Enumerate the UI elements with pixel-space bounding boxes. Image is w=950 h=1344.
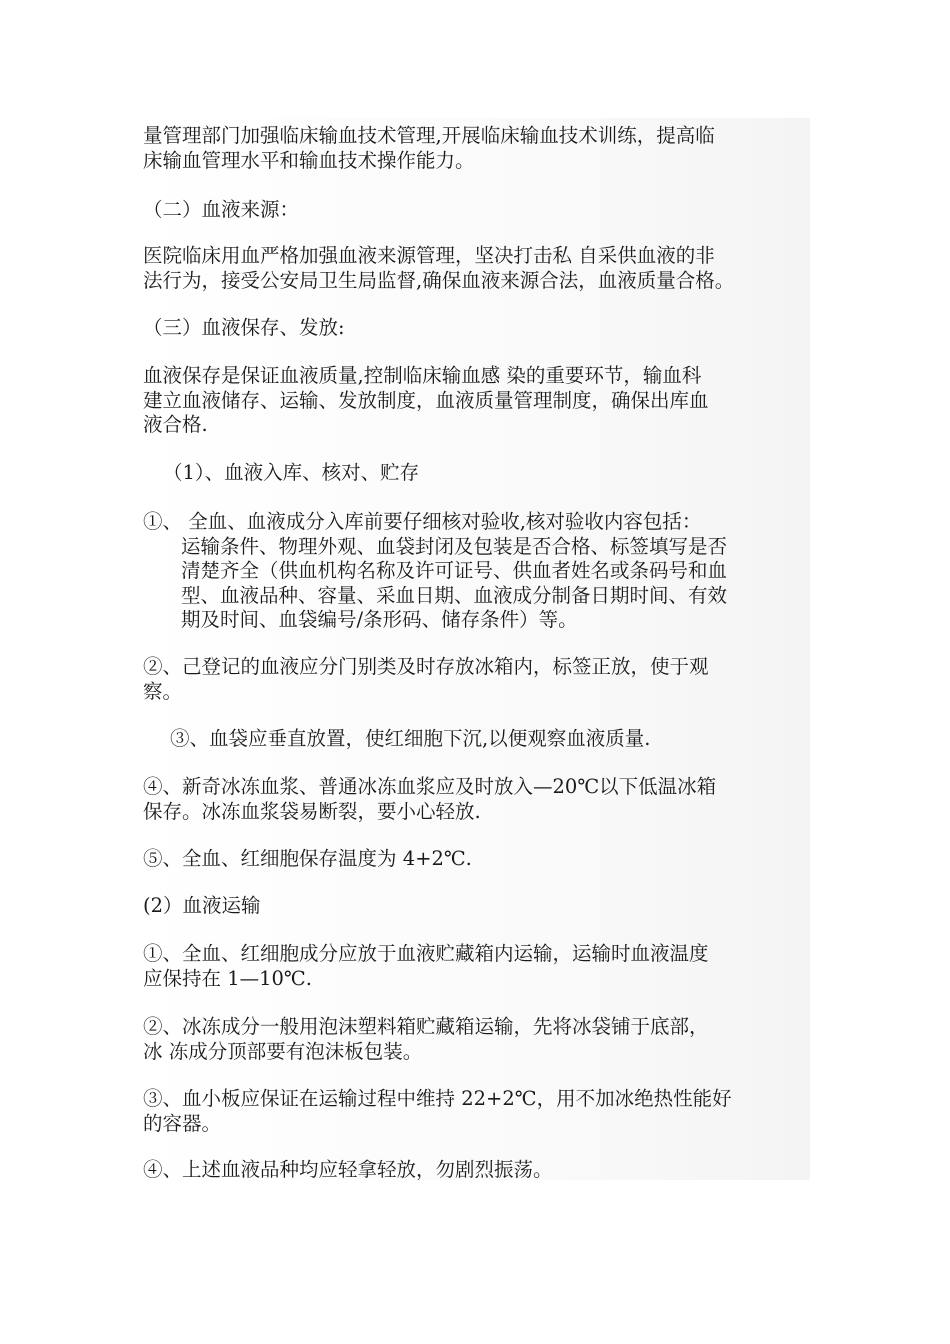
list-item-3 bbox=[143, 727, 837, 752]
text-column bbox=[143, 118, 810, 1180]
text-line: ③、血小板应保证在运输过程中维持 22+2℃，用不加冰绝热性能好 bbox=[143, 1087, 732, 1110]
text-line: 血液保存是保证血液质量,控制临床输血感 染的重要环节，输血科 bbox=[143, 364, 702, 387]
text-line: 法行为，接受公安局卫生局监督,确保血液来源合法，血液质量合格。 bbox=[143, 268, 735, 292]
transport-item-2 bbox=[143, 1015, 810, 1064]
text-line: 液合格. bbox=[143, 413, 208, 436]
transport-item-1 bbox=[143, 942, 810, 991]
text-line: 保存。冰冻血浆袋易断裂，要小心轻放. bbox=[143, 799, 481, 823]
text-line: ⑤、全血、红细胞保存温度为 4+2℃. bbox=[143, 847, 472, 870]
text-line: ①、全血、红细胞成分应放于血液贮藏箱内运输，运输时血液温度 bbox=[143, 942, 709, 965]
paragraph-blood-source bbox=[143, 244, 810, 293]
transport-item-4 bbox=[143, 1158, 810, 1183]
text-line: （二）血液来源： bbox=[143, 198, 300, 221]
text-line: 清楚齐全（供血机构名称及许可证号、供血者姓名或条码号和血 bbox=[181, 559, 728, 582]
text-line: ②、己登记的血液应分门别类及时存放冰箱内，标签正放，使于观 bbox=[143, 655, 709, 678]
text-line: 床输血管理水平和输血技术操作能力。 bbox=[143, 148, 475, 172]
text-line: 运输条件、物理外观、血袋封闭及包装是否合格、标签填写是否 bbox=[181, 534, 728, 558]
text-line: 察。 bbox=[143, 679, 183, 703]
text-line: ③、血袋应垂直放置，使红细胞下沉,以便观察血液质量. bbox=[170, 727, 651, 750]
text-line: 冰 冻成分顶部要有泡沫板包装。 bbox=[143, 1039, 423, 1063]
section-heading-storage bbox=[143, 316, 810, 341]
text-line: 应保持在 1—10℃. bbox=[143, 966, 312, 990]
list-item-5 bbox=[143, 847, 810, 872]
list-item-1 bbox=[143, 510, 810, 633]
text-line: ④、上述血液品种均应轻拿轻放，勿剧烈振荡。 bbox=[143, 1158, 553, 1181]
text-line: 量管理部门加强临床输血技术管理,开展临床输血技术训练，提高临 bbox=[143, 124, 715, 147]
subheading-storage-intake bbox=[143, 461, 830, 486]
transport-item-3 bbox=[143, 1087, 810, 1136]
text-line: ②、冰冻成分一般用泡沫塑料箱贮藏箱运输，先将冰袋铺于底部， bbox=[143, 1015, 709, 1038]
text-line: 期及时间、血袋编号/条形码、储存条件）等。 bbox=[181, 608, 578, 631]
text-line: 医院临床用血严格加强血液来源管理，坚决打击私 自采供血液的非 bbox=[143, 244, 715, 267]
text-line: ④、新奇冰冻血浆、普通冰冻血浆应及时放入—20℃以下低温冰箱 bbox=[143, 775, 717, 798]
list-item-2 bbox=[143, 655, 810, 704]
text-line: 型、血液品种、容量、采血日期、血液成分制备日期时间、有效 bbox=[181, 583, 728, 607]
paragraph-storage bbox=[143, 364, 810, 438]
text-line: 建立血液储存、运输、发放制度，血液质量管理制度，确保出库血 bbox=[143, 388, 709, 412]
text-line: （1）、血液入库、核对、贮存 bbox=[163, 461, 420, 484]
text-line: ①、 全血、血液成分入库前要仔细核对验收,核对验收内容包括： bbox=[143, 510, 702, 533]
paragraph-intro bbox=[143, 124, 810, 173]
list-item-4 bbox=[143, 775, 810, 824]
text-line: 的容器。 bbox=[143, 1111, 222, 1135]
section-heading-blood-source bbox=[143, 198, 810, 223]
text-line: （三）血液保存、发放: bbox=[143, 316, 345, 339]
subheading-transport bbox=[143, 894, 810, 919]
text-line: (2）血液运输 bbox=[143, 894, 261, 917]
